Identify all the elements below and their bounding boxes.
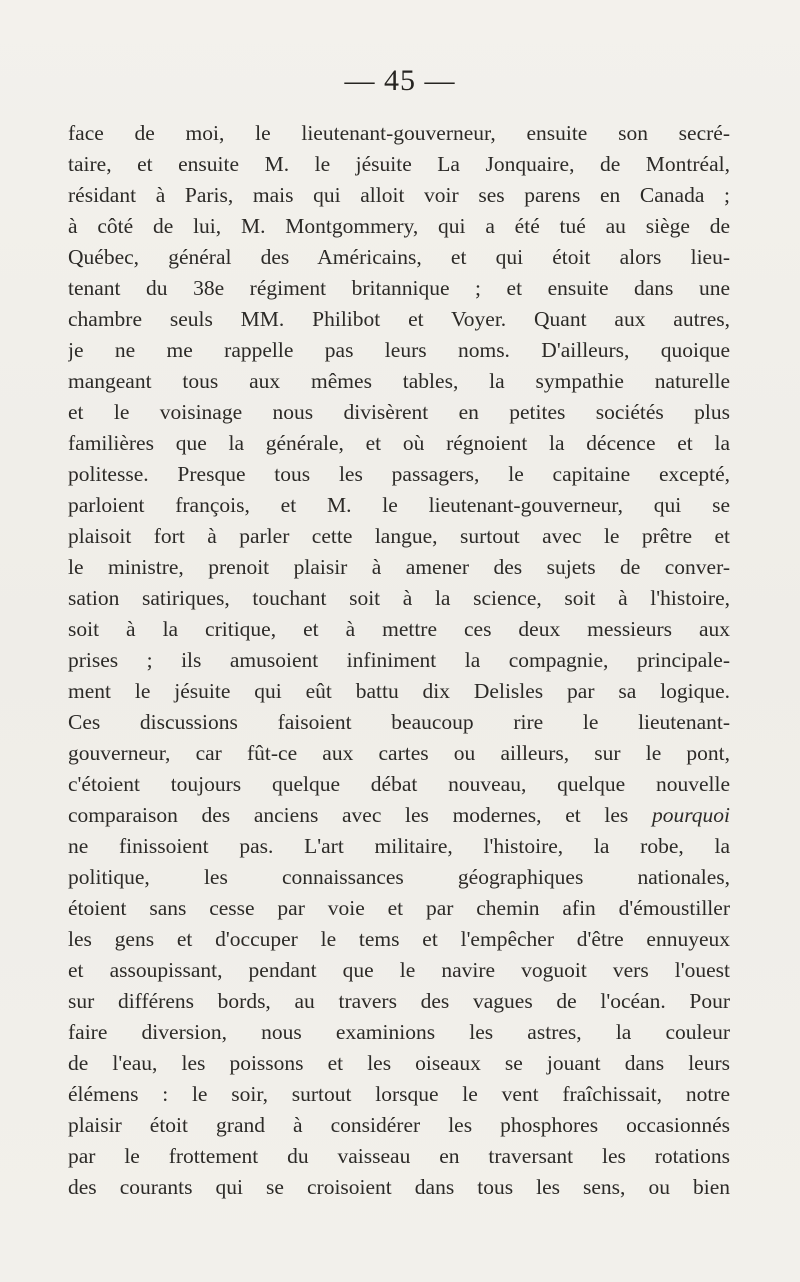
text-line-with-italic <box>68 800 730 831</box>
text-line: par le frottement du vaisseau en traversant les rotations <box>68 1144 730 1168</box>
text-line: et assoupissant, pendant que le navire voguoit vers l'ouest <box>68 958 730 982</box>
text-line: et le voisinage nous divisèrent en petites sociétés plus <box>68 400 730 424</box>
text-line: mangeant tous aux mêmes tables, la sympathie naturelle <box>68 369 730 393</box>
text-line: les gens et d'occuper le tems et l'empêcher d'être ennuyeux <box>68 927 730 951</box>
body-text <box>68 118 730 1203</box>
text-line: sur différens bords, au travers des vagues de l'océan. Pour <box>68 989 730 1013</box>
text-line: plaisir étoit grand à considérer les phosphores occasionnés <box>68 1113 730 1137</box>
text-line: familières que la générale, et où régnoient la décence et la <box>68 431 730 455</box>
text-line: élémens : le soir, surtout lorsque le vent fraîchissait, notre <box>68 1082 730 1106</box>
text-line: c'étoient toujours quelque débat nouveau, quelque nouvelle <box>68 772 730 796</box>
text-line: taire, et ensuite M. le jésuite La Jonquaire, de Montréal, <box>68 152 730 176</box>
text-line: ne finissoient pas. L'art militaire, l'histoire, la robe, la <box>68 834 730 858</box>
text-line: plaisoit fort à parler cette langue, surtout avec le prêtre et <box>68 524 730 548</box>
italic-word: pourquoi <box>651 803 730 827</box>
text-line: face de moi, le lieutenant-gouverneur, ensuite son secré- <box>68 121 730 145</box>
text-line: Ces discussions faisoient beaucoup rire le lieutenant- <box>68 710 730 734</box>
page-number: — 45 — <box>344 64 456 97</box>
text-line: des courants qui se croisoient dans tous les sens, ou bien <box>68 1175 730 1199</box>
text-line: étoient sans cesse par voie et par chemin afin d'émoustiller <box>68 896 730 920</box>
text-line: tenant du 38e régiment britannique ; et ensuite dans une <box>68 276 730 300</box>
text-line: de l'eau, les poissons et les oiseaux se jouant dans leurs <box>68 1051 730 1075</box>
text-line: le ministre, prenoit plaisir à amener des sujets de conver- <box>68 555 730 579</box>
text-line: résidant à Paris, mais qui alloit voir ses parens en Canada ; <box>68 183 730 207</box>
text-line: prises ; ils amusoient infiniment la compagnie, principale- <box>68 648 730 672</box>
text-segment: comparaison des anciens avec les modernes, et les <box>68 803 629 827</box>
text-line: faire diversion, nous examinions les astres, la couleur <box>68 1020 730 1044</box>
text-line: sation satiriques, touchant soit à la science, soit à l'histoire, <box>68 586 730 610</box>
text-line: gouverneur, car fût-ce aux cartes ou ailleurs, sur le pont, <box>68 741 730 765</box>
text-line: à côté de lui, M. Montgommery, qui a été tué au siège de <box>68 214 730 238</box>
text-line: parloient françois, et M. le lieutenant-gouverneur, qui se <box>68 493 730 517</box>
text-line: Québec, général des Américains, et qui étoit alors lieu- <box>68 245 730 269</box>
text-line: soit à la critique, et à mettre ces deux messieurs aux <box>68 617 730 641</box>
text-line: ment le jésuite qui eût battu dix Delisles par sa logique. <box>68 679 730 703</box>
text-line: politique, les connaissances géographiques nationales, <box>68 865 730 889</box>
text-line: je ne me rappelle pas leurs noms. D'ailleurs, quoique <box>68 338 730 362</box>
text-line: chambre seuls MM. Philibot et Voyer. Quant aux autres, <box>68 307 730 331</box>
text-line: politesse. Presque tous les passagers, le capitaine excepté, <box>68 462 730 486</box>
